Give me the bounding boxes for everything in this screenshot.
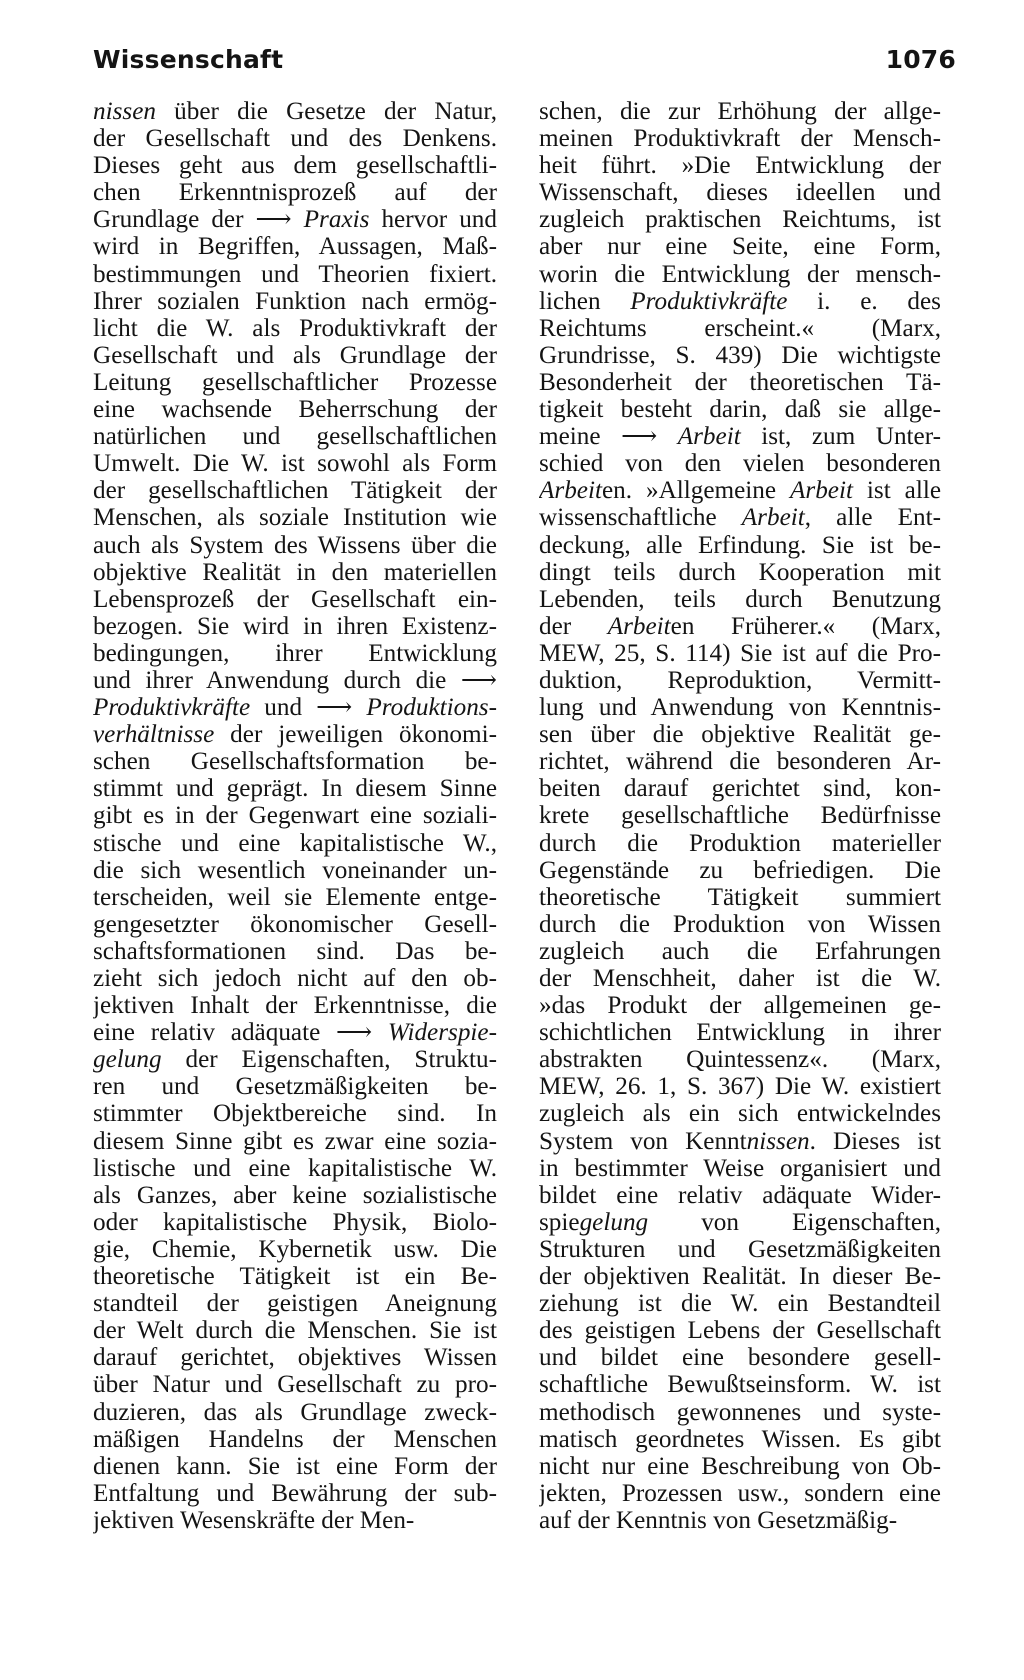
text-line: meinen Produktivkraft der Mensch-: [539, 125, 941, 153]
text-line: dienen kann. Sie ist eine Form der: [93, 1452, 497, 1480]
text-line: jektiven Wesenskräfte der Men-: [93, 1506, 415, 1534]
text-line: richtet, während die besonderen Ar-: [539, 748, 941, 776]
text-line: Umwelt. Die W. ist sowohl als Form: [93, 450, 497, 478]
text-line: standteil der geistigen Aneignung: [93, 1290, 497, 1318]
text-line: deckung, alle Erfindung. Sie ist be-: [539, 531, 941, 559]
text-column-right: [539, 98, 941, 1534]
text-line: Produktivkräfte und ⟶ Produktions-: [93, 694, 497, 722]
text-line: auf der Kenntnis von Gesetzmäßig-: [539, 1506, 898, 1534]
text-line: Entfaltung und Bewährung der sub-: [93, 1479, 497, 1507]
text-line: schied von den vielen besonderen: [539, 450, 941, 478]
text-line: terscheiden, weil sie Elemente entge-: [93, 883, 497, 911]
text-line: über Natur und Gesellschaft zu pro-: [93, 1371, 497, 1399]
text-line: der Welt durch die Menschen. Sie ist: [93, 1317, 497, 1345]
text-line: Strukturen und Gesetzmäßigkeiten: [539, 1235, 941, 1263]
text-line: matisch geordnetes Wissen. Es gibt: [539, 1425, 941, 1453]
text-line: bedingungen, ihrer Entwicklung: [93, 639, 497, 667]
text-line: dingt teils durch Kooperation mit: [539, 558, 941, 586]
text-line: Dieses geht aus dem gesellschaftli-: [93, 152, 497, 180]
text-line: Ihrer sozialen Funktion nach ermög-: [93, 287, 497, 315]
text-line: worin die Entwicklung der mensch-: [539, 260, 941, 288]
text-line: schen Gesellschaftsformation be-: [93, 748, 497, 776]
text-line: gelung der Eigenschaften, Struktu-: [93, 1046, 497, 1074]
text-line: chen Erkenntnisprozeß auf der: [93, 179, 497, 207]
text-line: stische und eine kapitalistische W.,: [93, 829, 497, 857]
text-line: ren und Gesetzmäßigkeiten be-: [93, 1073, 497, 1101]
text-line: bezogen. Sie wird in ihren Existenz-: [93, 612, 497, 640]
text-line: verhältnisse der jeweiligen ökonomi-: [93, 721, 497, 749]
text-line: und bildet eine besondere gesell-: [539, 1344, 941, 1372]
text-line: Wissenschaft, dieses ideellen und: [539, 179, 941, 207]
text-line: durch die Produktion von Wissen: [539, 910, 941, 938]
text-line: eine relativ adäquate ⟶ Widerspie-: [93, 1019, 497, 1047]
text-line: jekten, Prozessen usw., sondern eine: [539, 1479, 941, 1507]
text-line: lichen Produktivkräfte i. e. des: [539, 287, 941, 315]
running-head-title: Wissenschaft: [93, 45, 284, 74]
text-line: nicht nur eine Beschreibung von Ob-: [539, 1452, 941, 1480]
text-line: licht die W. als Produktivkraft der: [93, 314, 497, 342]
text-line: zieht sich jedoch nicht auf den ob-: [93, 965, 497, 992]
text-line: eine wachsende Beherrschung der: [93, 396, 497, 424]
text-line: in bestimmter Weise organisiert und: [539, 1154, 941, 1182]
text-line: der Menschheit, daher ist die W.: [539, 965, 941, 992]
text-line: tigkeit besteht darin, daß sie allge-: [539, 396, 941, 424]
text-line: Gegenstände zu befriedigen. Die: [539, 856, 941, 884]
text-line: aber nur eine Seite, eine Form,: [539, 233, 941, 261]
text-line: ziehung ist die W. ein Bestandteil: [539, 1290, 941, 1318]
text-line: jektiven Inhalt der Erkenntnisse, die: [93, 992, 497, 1020]
text-line: oder kapitalistische Physik, Biolo-: [93, 1208, 497, 1236]
text-line: diesem Sinne gibt es zwar eine sozia-: [93, 1127, 497, 1155]
text-line: Lebensprozeß der Gesellschaft ein-: [93, 585, 497, 613]
text-line: bildet eine relativ adäquate Wider-: [539, 1181, 941, 1209]
text-line: System von Kenntnissen. Dieses ist: [539, 1127, 941, 1155]
text-line: Arbeiten. »Allgemeine Arbeit ist alle: [539, 477, 941, 505]
text-line: theoretische Tätigkeit ist ein Be-: [93, 1263, 497, 1291]
text-line: zugleich praktischen Reichtums, ist: [539, 206, 941, 234]
text-line: gibt es in der Gegenwart eine soziali-: [93, 802, 497, 830]
text-line: Menschen, als soziale Institution wie: [93, 504, 497, 532]
text-line: duktion, Reproduktion, Vermitt-: [539, 666, 941, 694]
text-line: auch als System des Wissens über die: [93, 531, 497, 559]
text-line: als Ganzes, aber keine sozialistische: [93, 1181, 497, 1209]
text-line: der gesellschaftlichen Tätigkeit der: [93, 477, 497, 505]
text-line: stimmter Objektbereiche sind. In: [93, 1100, 497, 1128]
text-line: der objektiven Realität. In dieser Be-: [539, 1263, 941, 1291]
text-line: objektive Realität in den materiellen: [93, 558, 497, 586]
text-line: heit führt. »Die Entwicklung der: [539, 152, 941, 180]
text-line: wissenschaftliche Arbeit, alle Ent-: [539, 504, 941, 532]
text-line: MEW, 25, S. 114) Sie ist auf die Pro-: [539, 639, 941, 667]
text-line: methodisch gewonnenes und syste-: [539, 1398, 941, 1426]
text-line: stimmt und geprägt. In diesem Sinne: [93, 775, 497, 803]
text-line: Gesellschaft und als Grundlage der: [93, 341, 497, 369]
text-line: Leitung gesellschaftlicher Prozesse: [93, 368, 497, 396]
text-line: die sich wesentlich voneinander un-: [93, 856, 497, 884]
text-line: gengesetzter ökonomischer Gesell-: [93, 910, 497, 938]
text-line: natürlichen und gesellschaftlichen: [93, 423, 497, 451]
text-line: krete gesellschaftliche Bedürfnisse: [539, 802, 941, 830]
text-line: gie, Chemie, Kybernetik usw. Die: [93, 1235, 497, 1263]
text-line: theoretische Tätigkeit summiert: [539, 883, 941, 911]
text-line: zugleich auch die Erfahrungen: [539, 937, 941, 965]
text-line: schaftliche Bewußtseinsform. W. ist: [539, 1371, 941, 1399]
text-line: Reichtums erscheint.« (Marx,: [539, 314, 941, 342]
text-line: beiten darauf gerichtet sind, kon-: [539, 775, 941, 803]
text-line: listische und eine kapitalistische W.: [93, 1154, 497, 1182]
text-line: der Arbeiten Früherer.« (Marx,: [539, 612, 941, 640]
text-line: duzieren, das als Grundlage zweck-: [93, 1398, 497, 1426]
text-line: Grundrisse, S. 439) Die wichtigste: [539, 341, 941, 369]
text-line: meine ⟶ Arbeit ist, zum Unter-: [539, 423, 941, 451]
text-line: sen über die objektive Realität ge-: [539, 721, 941, 749]
text-column-left: [93, 98, 497, 1534]
text-line: lung und Anwendung von Kenntnis-: [539, 694, 941, 722]
text-line: bestimmungen und Theorien fixiert.: [93, 260, 497, 288]
text-line: MEW, 26. 1, S. 367) Die W. existiert: [539, 1073, 941, 1101]
page-number: 1076: [885, 45, 956, 74]
text-line: schen, die zur Erhöhung der allge-: [539, 98, 941, 125]
text-line: durch die Produktion materieller: [539, 829, 941, 857]
text-line: zugleich als ein sich entwickelndes: [539, 1100, 941, 1128]
text-line: des geistigen Lebens der Gesellschaft: [539, 1317, 941, 1345]
text-line: schaftsformationen sind. Das be-: [93, 937, 497, 965]
text-line: Lebenden, teils durch Benutzung: [539, 585, 941, 613]
text-line: »das Produkt der allgemeinen ge-: [539, 992, 941, 1020]
text-line: mäßigen Handelns der Menschen: [93, 1425, 497, 1453]
text-line: spiegelung von Eigenschaften,: [539, 1208, 941, 1236]
text-line: und ihrer Anwendung durch die ⟶: [93, 666, 497, 694]
text-line: der Gesellschaft und des Denkens.: [93, 125, 497, 153]
text-line: Grundlage der ⟶ Praxis hervor und: [93, 206, 497, 234]
text-line: nissen über die Gesetze der Natur,: [93, 98, 497, 125]
text-line: darauf gerichtet, objektives Wissen: [93, 1344, 497, 1372]
text-line: abstrakten Quintessenz«. (Marx,: [539, 1046, 941, 1074]
text-line: Besonderheit der theoretischen Tä-: [539, 368, 941, 396]
text-line: schichtlichen Entwicklung in ihrer: [539, 1019, 941, 1047]
text-line: wird in Begriffen, Aussagen, Maß-: [93, 233, 497, 261]
